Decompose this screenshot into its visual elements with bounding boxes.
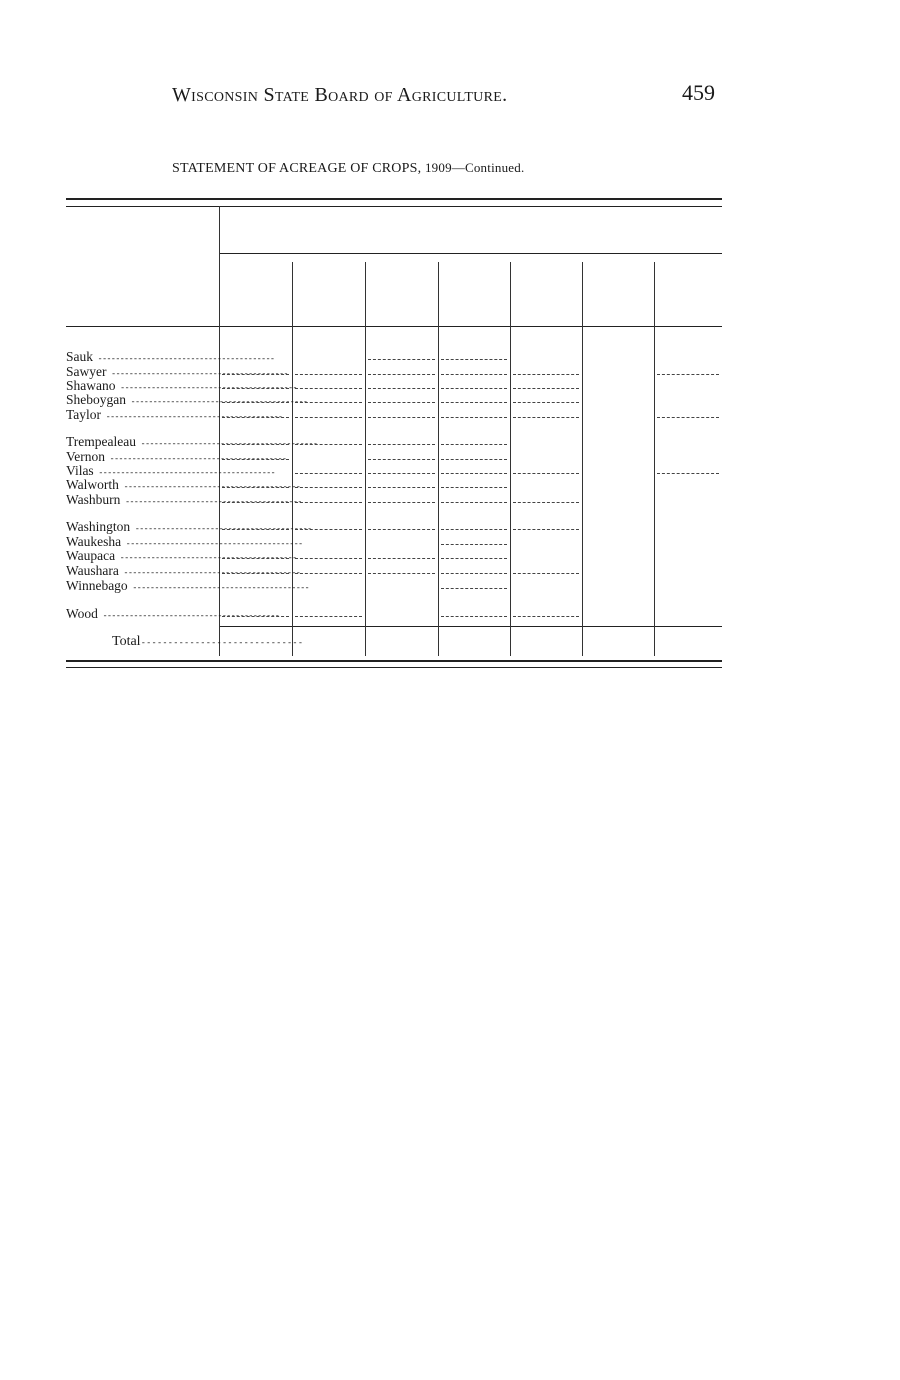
empty-cell-dash [441, 388, 507, 389]
leader-dots: ---------------------------------------- [105, 454, 287, 464]
empty-cell-dash [368, 417, 435, 418]
empty-cell-dash [441, 444, 507, 445]
empty-cell-dash [513, 388, 579, 389]
county-label: Shawano [66, 378, 116, 393]
total-label-text: Total [112, 634, 141, 649]
empty-cell-dash [222, 444, 289, 445]
page-number: 459 [682, 80, 715, 105]
empty-cell-dash [368, 502, 435, 503]
empty-cell-dash [368, 487, 435, 488]
empty-cell-dash [222, 388, 289, 389]
empty-cell-dash [441, 359, 507, 360]
empty-cell-dash [513, 374, 579, 375]
county-name [66, 492, 302, 509]
empty-cell-dash [513, 417, 579, 418]
empty-cell-dash [441, 558, 507, 559]
empty-cell-dash [295, 402, 362, 403]
county-label: Walworth [66, 477, 119, 492]
county-label: Sawyer [66, 364, 107, 379]
running-head: Wisconsin State Board of Agriculture. [172, 84, 508, 106]
leader-dots: ---------------------------------------- [97, 611, 280, 621]
empty-cell-dash [441, 529, 507, 530]
column-header-rule [66, 326, 722, 327]
empty-cell-dash [513, 529, 579, 530]
leader-dots: ---------------------------------------- [93, 468, 275, 478]
vline-col-3 [438, 262, 439, 656]
county-name [66, 407, 283, 424]
empty-cell-dash [222, 502, 289, 503]
county-label: Waukesha [66, 534, 122, 549]
county-label: Winnebago [66, 578, 128, 593]
empty-cell-dash [295, 473, 362, 474]
county-label: Vernon [66, 449, 105, 464]
county-label: Sheboygan [66, 392, 126, 407]
leader-dots: ---------------------------------------- [115, 383, 297, 393]
empty-cell-dash [441, 459, 507, 460]
empty-cell-dash [295, 558, 362, 559]
empty-cell-dash [222, 374, 289, 375]
empty-cell-dash [222, 616, 289, 617]
leader-dots: ---------------------------------------- [126, 397, 308, 407]
empty-cell-dash [441, 402, 507, 403]
empty-cell-dash [368, 374, 435, 375]
leader-dots: ---------------------------------------- [118, 482, 301, 492]
county-name [66, 578, 309, 595]
empty-cell-dash [441, 573, 507, 574]
empty-cell-dash [657, 473, 719, 474]
leader-dots: ---------------------------------------- [115, 553, 297, 563]
county-name [66, 606, 280, 623]
empty-cell-dash [513, 402, 579, 403]
leader-dots: ---------------------------------------- [101, 412, 283, 422]
empty-cell-dash [657, 374, 719, 375]
empty-cell-dash [222, 558, 289, 559]
county-label: Wood [66, 606, 98, 621]
empty-cell-dash [295, 388, 362, 389]
top-rule-inner [66, 206, 722, 207]
empty-cell-dash [441, 487, 507, 488]
vline-col-6 [654, 262, 655, 656]
empty-cell-dash [222, 459, 289, 460]
empty-cell-dash [295, 444, 362, 445]
county-label: Taylor [66, 407, 102, 422]
group-header-rule [219, 253, 722, 254]
empty-cell-dash [368, 388, 435, 389]
empty-cell-dash [295, 616, 362, 617]
leader-dots: ---------------------------------------- [130, 524, 312, 534]
empty-cell-dash [222, 402, 289, 403]
leader-dots: ---------------------------------------- [93, 354, 275, 364]
county-label: Washington [66, 519, 131, 534]
empty-cell-dash [295, 417, 362, 418]
empty-cell-dash [295, 502, 362, 503]
county-label: Sauk [66, 349, 93, 364]
empty-cell-dash [295, 573, 362, 574]
leader-dots: ------------------------------ [140, 638, 304, 648]
county-label: Vilas [66, 463, 94, 478]
bottom-rule [66, 660, 722, 662]
leader-dots: ---------------------------------------- [121, 539, 303, 549]
empty-cell-dash [657, 417, 719, 418]
county-label: Waupaca [66, 548, 116, 563]
leader-dots: ---------------------------------------- [106, 369, 288, 379]
empty-cell-dash [368, 558, 435, 559]
empty-cell-dash [441, 588, 507, 589]
empty-cell-dash [441, 616, 507, 617]
empty-cell-dash [295, 529, 362, 530]
vline-col-4 [510, 262, 511, 656]
empty-cell-dash [441, 417, 507, 418]
total-top-rule [219, 626, 722, 627]
empty-cell-dash [441, 374, 507, 375]
empty-cell-dash [513, 616, 579, 617]
top-rule [66, 198, 722, 200]
empty-cell-dash [513, 502, 579, 503]
empty-cell-dash [368, 529, 435, 530]
vline-col-1 [292, 262, 293, 656]
empty-cell-dash [295, 487, 362, 488]
empty-cell-dash [295, 374, 362, 375]
leader-dots: ---------------------------------------- [120, 497, 302, 507]
vline-col-2 [365, 262, 366, 656]
empty-cell-dash [441, 502, 507, 503]
total-label [112, 634, 304, 650]
empty-cell-dash [222, 487, 289, 488]
empty-cell-dash [513, 473, 579, 474]
empty-cell-dash [368, 573, 435, 574]
county-label: Waushara [66, 563, 119, 578]
table-title-text: STATEMENT OF ACREAGE OF CROPS, [172, 161, 422, 176]
empty-cell-dash [222, 529, 289, 530]
empty-cell-dash [222, 417, 289, 418]
county-label: Trempealeau [66, 434, 136, 449]
empty-cell-dash [441, 544, 507, 545]
empty-cell-dash [222, 573, 289, 574]
county-label: Washburn [66, 492, 121, 507]
empty-cell-dash [513, 573, 579, 574]
empty-cell-dash [368, 402, 435, 403]
empty-cell-dash [441, 473, 507, 474]
leader-dots: ---------------------------------------- [127, 583, 309, 593]
empty-cell-dash [368, 359, 435, 360]
empty-cell-dash [368, 473, 435, 474]
table-title-year: 1909—Continued. [424, 160, 525, 175]
vline-col-5 [582, 262, 583, 656]
bottom-rule-inner [66, 667, 722, 668]
leader-dots: ---------------------------------------- [135, 439, 318, 449]
empty-cell-dash [368, 459, 435, 460]
table-title [172, 160, 524, 177]
leader-dots: ---------------------------------------- [118, 568, 301, 578]
empty-cell-dash [368, 444, 435, 445]
